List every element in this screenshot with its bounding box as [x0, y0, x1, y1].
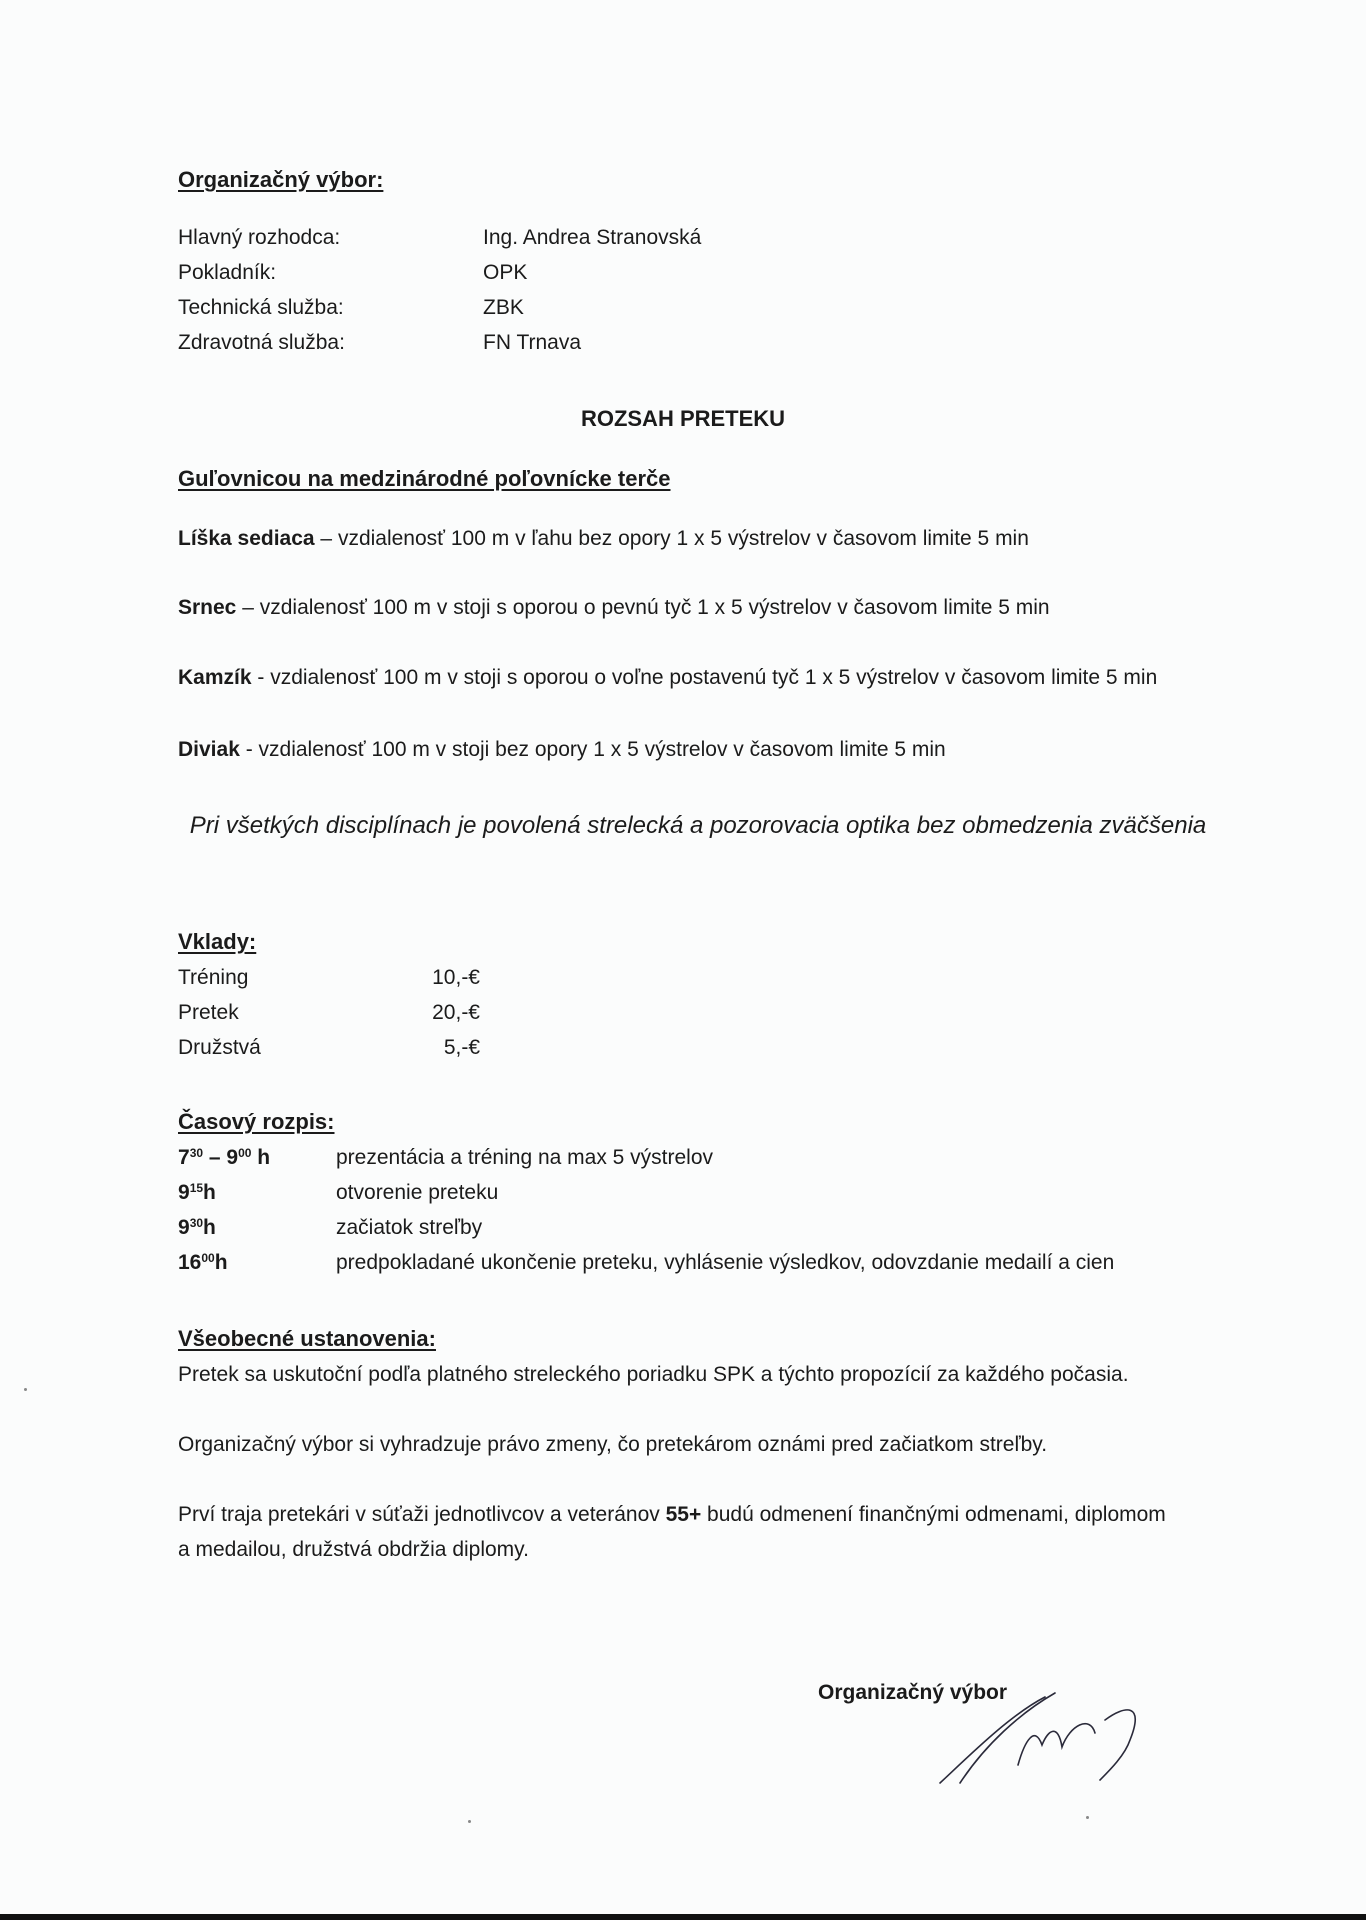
committee-heading: Organizačný výbor:	[178, 167, 384, 192]
schedule-text-4: predpokladané ukončenie preteku, vyhlásenie výsledkov, odovzdanie medailí a cien	[336, 1251, 1115, 1274]
fee-value-race: 20,-€	[432, 1001, 480, 1024]
committee-label-medical: Zdravotná služba:	[178, 331, 345, 354]
scope-title: ROZSAH PRETEKU	[580, 406, 786, 431]
committee-label-treasurer: Pokladník:	[178, 261, 277, 284]
schedule-time-2: $9^{15}h$	[178, 1180, 216, 1204]
scan-bottom-edge	[0, 1914, 1366, 1920]
scope-subheading: Guľovnicou na medzinárodné poľovnícke terče	[178, 466, 671, 491]
discipline-name: Líška sediaca	[178, 527, 315, 550]
schedule-heading: Časový rozpis:	[178, 1109, 335, 1134]
committee-label-technical: Technická služba:	[178, 296, 344, 319]
discipline-name: Diviak	[178, 738, 240, 761]
discipline-fox	[178, 521, 1218, 556]
committee-value-medical: FN Trnava	[483, 331, 582, 354]
scan-speck	[468, 1820, 471, 1823]
fee-value-teams: 5,-€	[443, 1036, 480, 1059]
schedule-time-4: $16^{00}h$	[178, 1250, 228, 1274]
fee-value-training: 10,-€	[432, 966, 480, 989]
fees-heading: Vklady:	[178, 929, 257, 954]
committee-value-technical: ZBK	[483, 296, 524, 319]
signature-image	[930, 1685, 1160, 1795]
schedule-time-1: $7^{30} - 9^{00}$ h	[178, 1145, 271, 1169]
scan-speck	[24, 1388, 27, 1391]
schedule-text-1: prezentácia a tréning na max 5 výstrelov	[336, 1146, 714, 1169]
schedule-text-3: začiatok streľby	[336, 1216, 483, 1239]
fee-label-training: Tréning	[178, 966, 249, 989]
discipline-name: Srnec	[178, 596, 237, 619]
discipline-text: – vzdialenosť 100 m v ľahu bez opory 1 x 5 výstrelov v časovom limite 5 min	[314, 527, 1029, 550]
schedule-text-2: otvorenie preteku	[336, 1181, 499, 1204]
discipline-text: – vzdialenosť 100 m v stoji s oporou o pevnú tyč 1 x 5 výstrelov v časovom limite 5 min	[236, 596, 1050, 619]
signatory-label: Organizačný výbor	[818, 1681, 1008, 1704]
committee-value-referee: Ing. Andrea Stranovská	[483, 226, 702, 249]
general-paragraph-2: Organizačný výbor si vyhradzuje právo zmeny, čo pretekárom oznámi pred začiatkom streľby.	[178, 1433, 1048, 1456]
discipline-name: Kamzík	[178, 666, 252, 689]
optics-note: Pri všetkých disciplínach je povolená strelecká a pozorovacia optika bez obmedzenia zväčšenia	[189, 812, 1207, 839]
general-paragraph-1: Pretek sa uskutoční podľa platného streleckého poriadku SPK a týchto propozícií za každého počasia.	[178, 1363, 1129, 1386]
fee-label-race: Pretek	[178, 1001, 239, 1024]
discipline-text: - vzdialenosť 100 m v stoji bez opory 1 x 5 výstrelov v časovom limite 5 min	[239, 738, 946, 761]
schedule-time-3: $9^{30}h$	[178, 1215, 216, 1239]
discipline-text: - vzdialenosť 100 m v stoji s oporou o voľne postavenú tyč 1 x 5 výstrelov v časovom limite 5 min	[251, 666, 1158, 689]
general-heading: Všeobecné ustanovenia:	[178, 1326, 436, 1351]
fee-label-teams: Družstvá	[178, 1036, 261, 1059]
discipline-roe-deer	[178, 590, 1218, 625]
discipline-boar	[178, 732, 1218, 767]
discipline-chamois	[178, 660, 1218, 695]
general-paragraph-3: Prví traja pretekári v súťaži jednotlivcov a veteránov 55+ budú odmenení finančnými odmenami, diplomom a medailou, družstvá obdržia diplomy.	[178, 1503, 1166, 1561]
committee-label-referee: Hlavný rozhodca:	[178, 226, 341, 249]
committee-value-treasurer: OPK	[483, 261, 528, 284]
scan-speck	[1086, 1816, 1089, 1819]
